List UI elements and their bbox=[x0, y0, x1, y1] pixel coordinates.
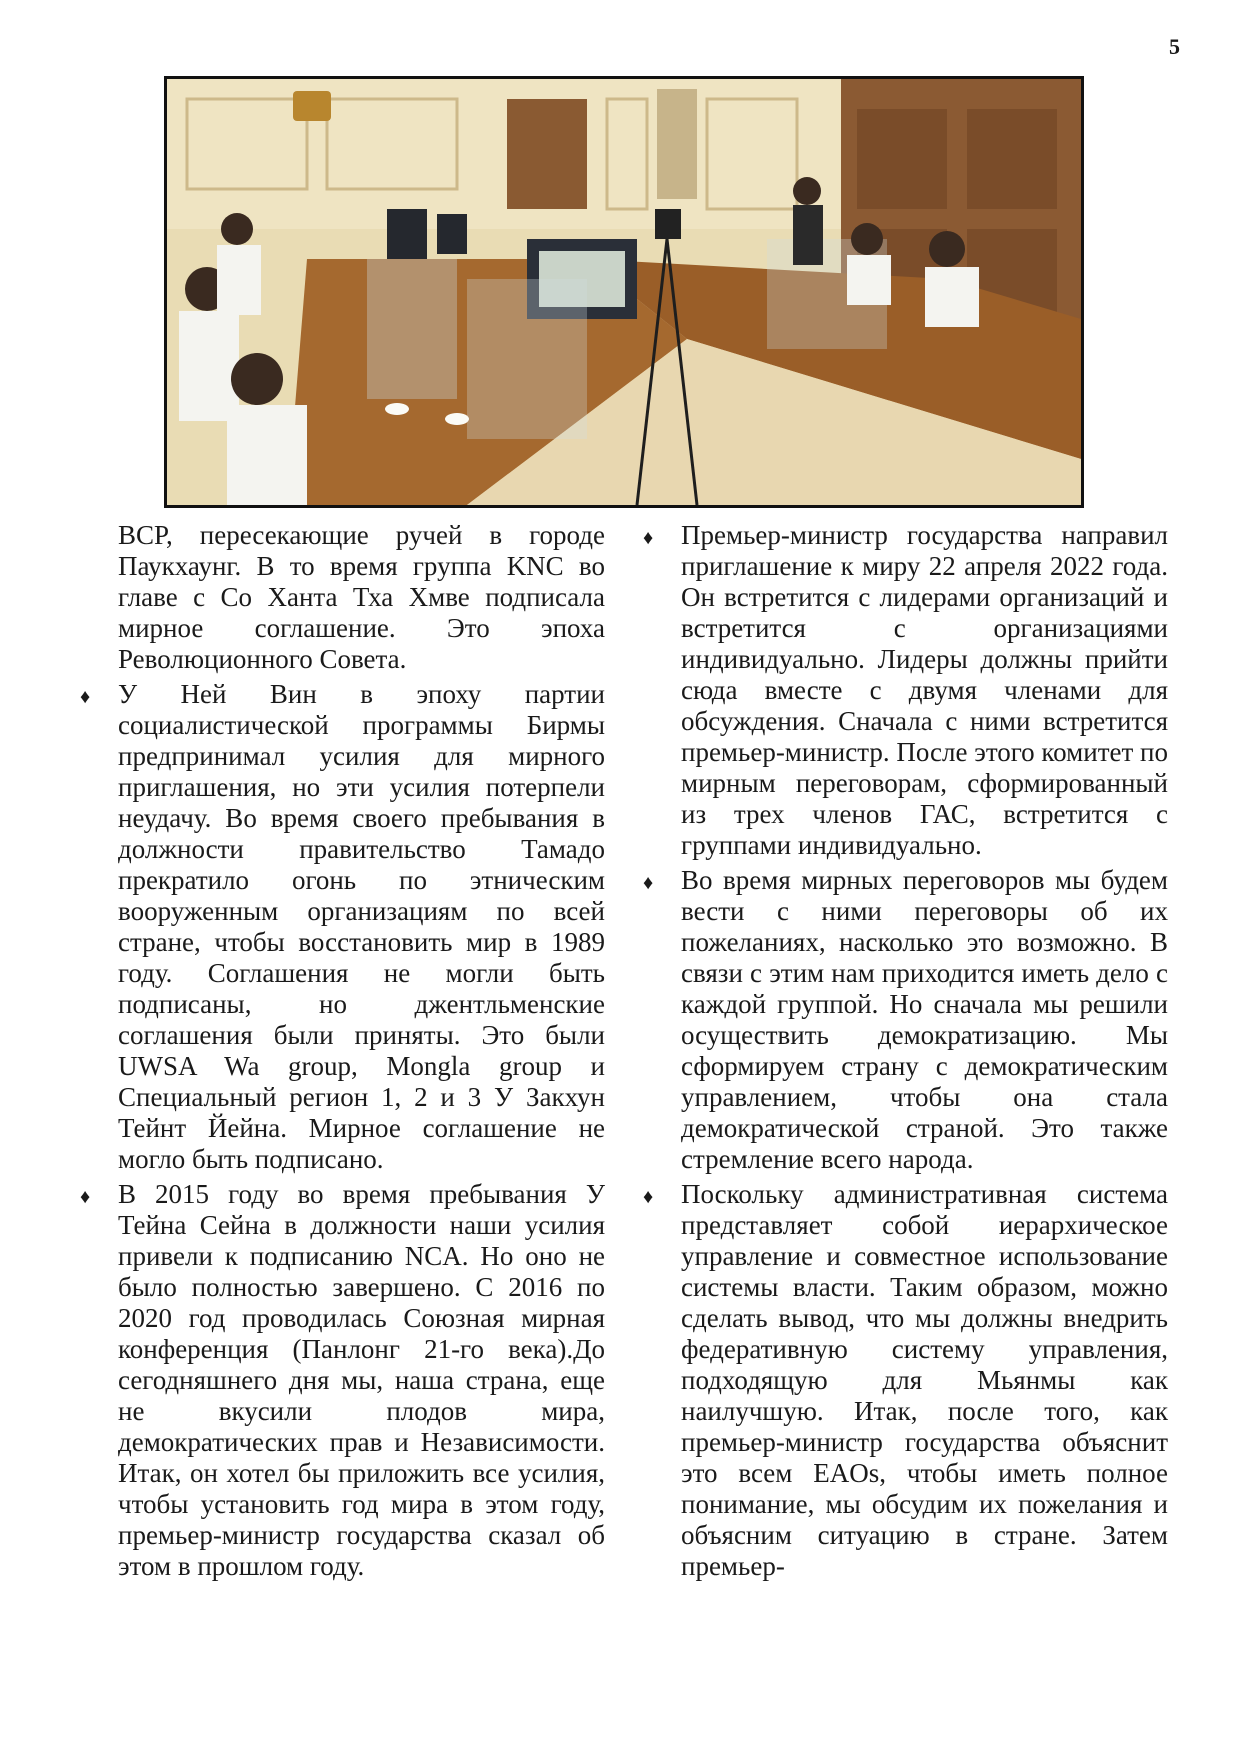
right-bullet-2-text: Во время мирных переговоров мы будем вести с ними переговоры об их пожеланиях, насколько это возможно. В связи с этим нам приходится иметь дело с каждой группой. Но сначала мы решили осуществить демократизацию. Мы сформируем страну с демократическим управлением, чтобы она стала демократической страной. Это также стремление всего народа. bbox=[681, 865, 1168, 1174]
right-column bbox=[643, 520, 1168, 1586]
right-bullet-3 bbox=[643, 1179, 1168, 1582]
right-bullet-2 bbox=[643, 865, 1168, 1175]
left-bullet-1-text: У Ней Вин в эпоху партии социалистической программы Бирмы предпринимал усилия для мирного приглашения, но эти усилия потерпели неудачу. Во время своего пребывания в должности правительство Тамадо прекратило огонь по этническим вооруженным организациям по всей стране, чтобы восстановить мир в 1989 году. Соглашения не могли быть подписаны, но джентльменские соглашения были приняты. Это были UWSA Wa group, Mongla group и Специальный регион 1, 2 и 3 У Закхун Тейнт Йейна. Мирное соглашение не могло быть подписано. bbox=[118, 679, 605, 1174]
bullet-diamond-icon: ♦ bbox=[80, 686, 91, 708]
bullet-diamond-icon: ♦ bbox=[80, 1186, 91, 1208]
left-column bbox=[80, 520, 605, 1586]
left-bullet-1 bbox=[80, 679, 605, 1175]
meeting-photo-image bbox=[167, 79, 1081, 505]
bullet-diamond-icon: ♦ bbox=[643, 527, 654, 549]
right-bullet-1-text: Премьер-министр государства направил приглашение к миру 22 апреля 2022 года. Он встретится с лидерами организаций и встретится с организациями индивидуально. Лидеры должны прийти сюда вместе с двумя членами для обсуждения. Сначала с ними встретится премьер-министр. После этого комитет по мирным переговорам, сформированный из трех членов ГАС, встретится с группами индивидуально. bbox=[681, 520, 1168, 860]
left-bullet-2-text: В 2015 году во время пребывания У Тейна Сейна в должности наши усилия привели к подписанию NCA. Но оно не было полностью завершено. С 2016 по 2020 год проводилась Союзная мирная конференция (Панлонг 21-го века).До сегодняшнего дня мы, наша страна, еще не вкусили плодов мира, демократических прав и Независимости. Итак, он хотел бы приложить все усилия, чтобы установить год мира в этом году, премьер-министр государства сказал об этом в прошлом году. bbox=[118, 1179, 605, 1581]
left-bullet-2 bbox=[80, 1179, 605, 1582]
right-bullet-1 bbox=[643, 520, 1168, 861]
right-bullet-3-text: Поскольку административная система представляет собой иерархическое управление и совместное использование системы власти. Таким образом, можно сделать вывод, что мы должны внедрить федеративную систему управления, подходящую для Мьянмы как наилучшую. Итак, после того, как премьер-министр государства объяснит это всем EAOs, чтобы иметь полное понимание, мы обсудим их пожелания и объясним ситуацию в стране. Затем премьер- bbox=[681, 1179, 1168, 1581]
meeting-photo bbox=[164, 76, 1084, 508]
bullet-diamond-icon: ♦ bbox=[643, 872, 654, 894]
page-number: 5 bbox=[1169, 34, 1180, 59]
bullet-diamond-icon: ♦ bbox=[643, 1186, 654, 1208]
left-continuation-paragraph: BCP, пересекающие ручей в городе Паукхаунг. В то время группа KNC во главе с Со Ханта Тха Хмве подписала мирное соглашение. Это эпоха Революционного Совета. bbox=[118, 520, 605, 674]
